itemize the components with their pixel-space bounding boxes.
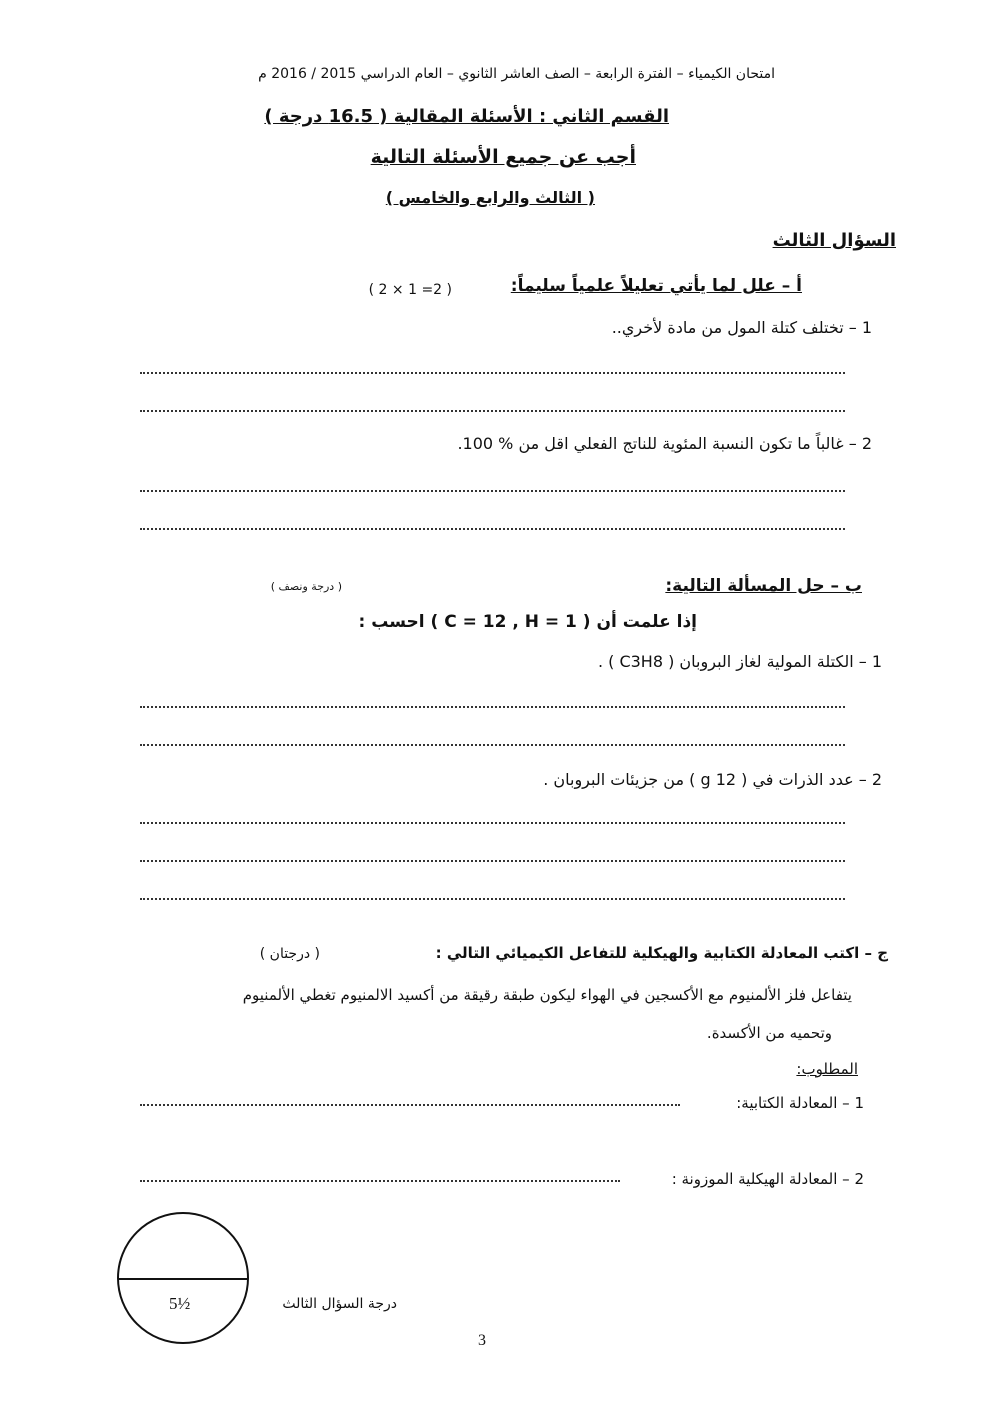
part-c-text-line-1: يتفاعل فلز الألمنيوم مع الأكسجين في الهواء ليكون طبقة رقيقة من أكسيد الالمنيوم تغطي الألمنيوم — [242, 986, 852, 1004]
answer-line — [140, 1100, 680, 1106]
part-b-given: إذا علمت أن ( C = 12 , H = 1 ) احسب : — [358, 612, 697, 632]
part-a-marks: ( 2 × 1 =2 ) — [368, 282, 452, 298]
required-label: المطلوب: — [796, 1060, 858, 1078]
score-label: درجة السؤال الثالث — [282, 1296, 397, 1312]
part-b-item-2: 2 – عدد الذرات في ( 12 g ) من جزيئات البروبان . — [543, 770, 882, 789]
answer-line — [140, 818, 845, 824]
part-b-label: ب – حل المسألة التالية: — [665, 576, 862, 596]
part-c-item-2: 2 – المعادلة الهيكلية الموزونة : — [671, 1170, 864, 1188]
answer-line — [140, 702, 845, 708]
score-circle-divider — [119, 1278, 247, 1280]
score-value: 5½ — [169, 1294, 191, 1313]
page-number: 3 — [478, 1332, 486, 1349]
score-circle — [117, 1212, 249, 1344]
answer-line — [140, 486, 845, 492]
answer-line — [140, 856, 845, 862]
answer-line — [140, 406, 845, 412]
part-a-label: أ – علل لما يأتي تعليلاً علمياً سليماً: — [510, 276, 802, 296]
part-b-marks: ( درجة ونصف ) — [270, 580, 342, 593]
part-c-label: ج – اكتب المعادلة الكتابية والهيكلية للتفاعل الكيميائي التالي : — [435, 944, 888, 962]
part-c-item-1: 1 – المعادلة الكتابية: — [736, 1094, 864, 1112]
question-title: السؤال الثالث — [772, 230, 896, 251]
answer-line — [140, 894, 845, 900]
questions-note: ( الثالث والرابع والخامس ) — [385, 188, 595, 207]
instruction-heading: أجب عن جميع الأسئلة التالية — [370, 146, 636, 168]
answer-line — [140, 524, 845, 530]
answer-line — [140, 740, 845, 746]
exam-header-line: امتحان الكيمياء – الفترة الرابعة – الصف العاشر الثانوي – العام الدراسي 2015 / 2016 م — [258, 66, 775, 82]
part-a-item-2: 2 – غالباً ما تكون النسبة المئوية للناتج الفعلي اقل من % 100. — [457, 434, 872, 453]
part-c-text-line-2: وتحميه من الأكسدة. — [706, 1024, 832, 1042]
section-title: القسم الثاني : الأسئلة المقالية ( 16.5 درجة ) — [264, 106, 669, 127]
part-b-item-1: 1 – الكتلة المولية لغاز البروبان ( C3H8 ) . — [597, 652, 882, 671]
part-c-marks: ( درجتان ) — [259, 946, 320, 962]
part-a-item-1: 1 – تختلف كتلة المول من مادة لأخري.. — [611, 318, 872, 337]
answer-line — [140, 368, 845, 374]
answer-line — [140, 1176, 620, 1182]
